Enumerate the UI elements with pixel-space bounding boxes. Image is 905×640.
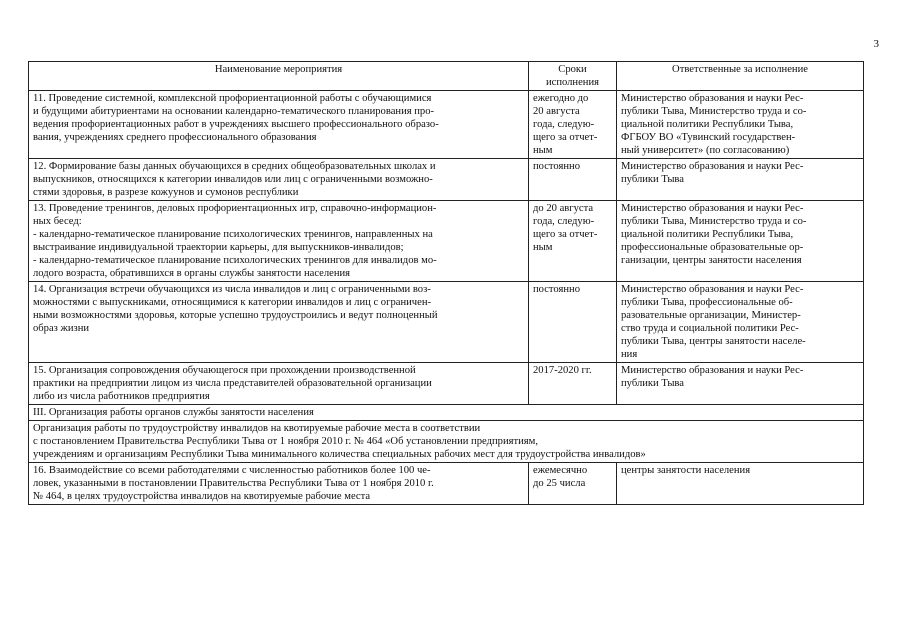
activity-responsible: Министерство образования и науки Рес- публики Тыва, профессиональные об- разовательные организации, Министер- ство труда и социальной политики Рес- публики Тыва, центры занятости населе- ния (617, 282, 864, 363)
action-plan-table (28, 61, 864, 505)
header-deadline: Сроки исполнения (529, 62, 617, 91)
activity-name: 13. Проведение тренингов, деловых профориентационных игр, справочно-информацион- ных бесед: - календарно-тематическое планирование психологических тренингов, направленных на выстраивание индивидуальной траектории карьеры, для выпускников-инвалидов; - календарно-тематическое планирование психологических тренингов для инвалидов мо- лодого возраста, обратившихся в органы службы занятости населения (29, 201, 529, 282)
activity-deadline: постоянно (529, 159, 617, 201)
table-header-row (29, 62, 864, 91)
activity-responsible: Министерство образования и науки Рес- публики Тыва, Министерство труда и со- циальной политики Республики Тыва, профессиональные образовательные ор- ганизации, центры занятости населения (617, 201, 864, 282)
activity-name: 16. Взаимодействие со всеми работодателями с численностью работников более 100 че- ловек, указанными в постановлении Правительства Республики Тыва от 1 ноября 2010 г. № 464, в целях трудоустройства инвалидов на квотируемые рабочие места (29, 463, 529, 505)
table-row (29, 463, 864, 505)
header-name: Наименование мероприятия (29, 62, 529, 91)
page-number: 3 (873, 38, 879, 50)
section-subtitle: Организация работы по трудоустройству инвалидов на квотируемые рабочие места в соответствии с постановлением Правительства Республики Тыва от 1 ноября 2010 г. № 464 «Об установлении предприятиям, учреждениям и организациям Республики Тыва минимального количества специальных рабочих мест для трудоустройства инвалидов» (29, 421, 864, 463)
activity-deadline: постоянно (529, 282, 617, 363)
activity-name: 12. Формирование базы данных обучающихся в средних общеобразовательных школах и выпускников, относящихся к категории инвалидов или лиц с ограниченными возможно- стями здоровья, в разрезе кожуунов и сумонов республики (29, 159, 529, 201)
section-heading-row (29, 405, 864, 421)
section-title: III. Организация работы органов службы занятости населения (29, 405, 864, 421)
activity-deadline: 2017-2020 гг. (529, 363, 617, 405)
activity-name: 15. Организация сопровождения обучающегося при прохождении производственной практики на предприятии лицом из числа представителей образовательной организации либо из числа работников предприятия (29, 363, 529, 405)
activity-deadline: ежемесячно до 25 числа (529, 463, 617, 505)
activity-responsible: Министерство образования и науки Рес- публики Тыва (617, 159, 864, 201)
activity-deadline: ежегодно до 20 августа года, следую- щего за отчет- ным (529, 91, 617, 159)
activity-responsible: Министерство образования и науки Рес- публики Тыва (617, 363, 864, 405)
section-subheading-row (29, 421, 864, 463)
activity-name: 14. Организация встречи обучающихся из числа инвалидов и лиц с ограниченными воз- можностями с выпускниками, относящимися к категории инвалидов и лиц с ограничен- ными возможностями здоровья, которые успешно трудоустроились и ведут полноценный образ жизни (29, 282, 529, 363)
activity-responsible: центры занятости населения (617, 463, 864, 505)
activity-deadline: до 20 августа года, следую- щего за отчет- ным (529, 201, 617, 282)
header-responsible: Ответственные за исполнение (617, 62, 864, 91)
activity-responsible: Министерство образования и науки Рес- публики Тыва, Министерство труда и со- циальной политики Республики Тыва, ФГБОУ ВО «Тувинский государствен- ный университет» (по согласованию) (617, 91, 864, 159)
activity-name: 11. Проведение системной, комплексной профориентационной работы с обучающимися и будущими абитуриентами на основании календарно-тематического планирования про- ведения профориентационных работ в учреждениях высшего профессионального образо- вания, учреждениях среднего профессионального образования (29, 91, 529, 159)
table-row (29, 282, 864, 363)
table-row (29, 159, 864, 201)
table-row (29, 201, 864, 282)
table-row (29, 363, 864, 405)
table-row (29, 91, 864, 159)
